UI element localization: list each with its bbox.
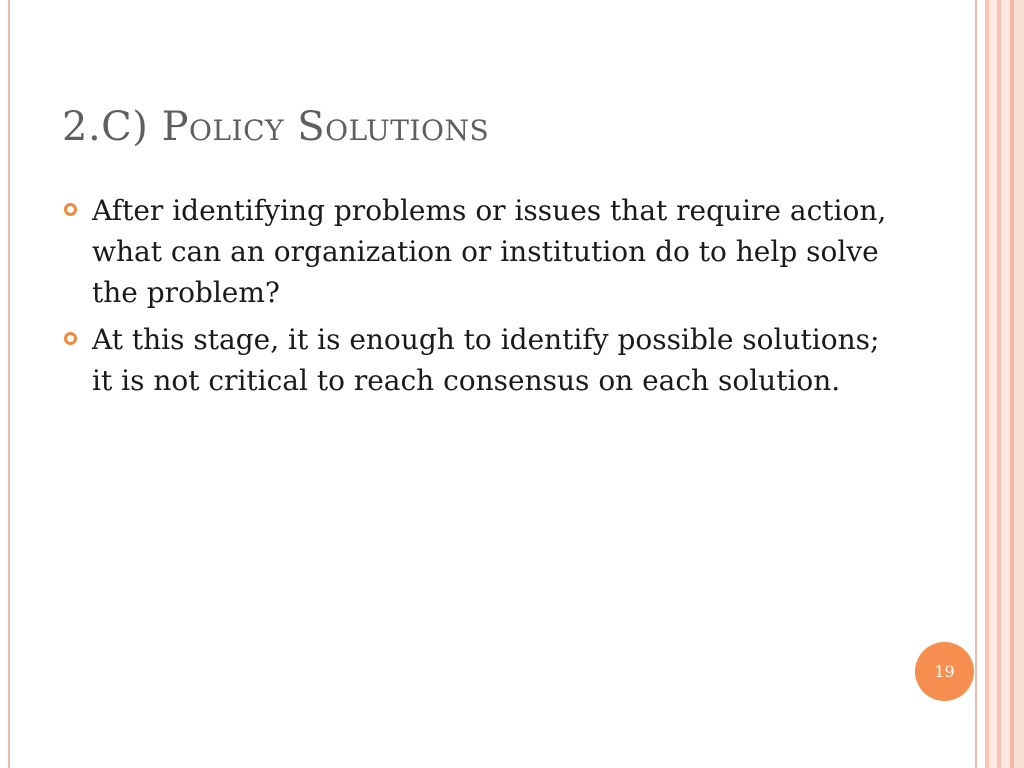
right-frame-stripe — [1001, 0, 1010, 768]
bullet-item — [62, 319, 892, 401]
circle-bullet-icon — [64, 203, 77, 216]
right-frame-stripe — [975, 0, 977, 768]
slide-title: 2.C) Policy Solutions — [62, 104, 490, 150]
page-number-badge — [915, 642, 974, 701]
bullet-text: At this stage, it is enough to identify possible solutions; it is not critical to reach consensus on each solution. — [92, 323, 880, 397]
bullet-text: After identifying problems or issues that require action, what can an organization or institution do to help solve the problem? — [92, 194, 887, 309]
bullet-item — [62, 190, 892, 313]
left-frame-line — [8, 0, 10, 768]
right-frame-stripe — [989, 0, 997, 768]
page-number: 19 — [934, 662, 955, 681]
circle-bullet-icon — [64, 332, 77, 345]
right-frame-stripe — [1014, 0, 1024, 768]
bullet-list — [62, 190, 892, 407]
